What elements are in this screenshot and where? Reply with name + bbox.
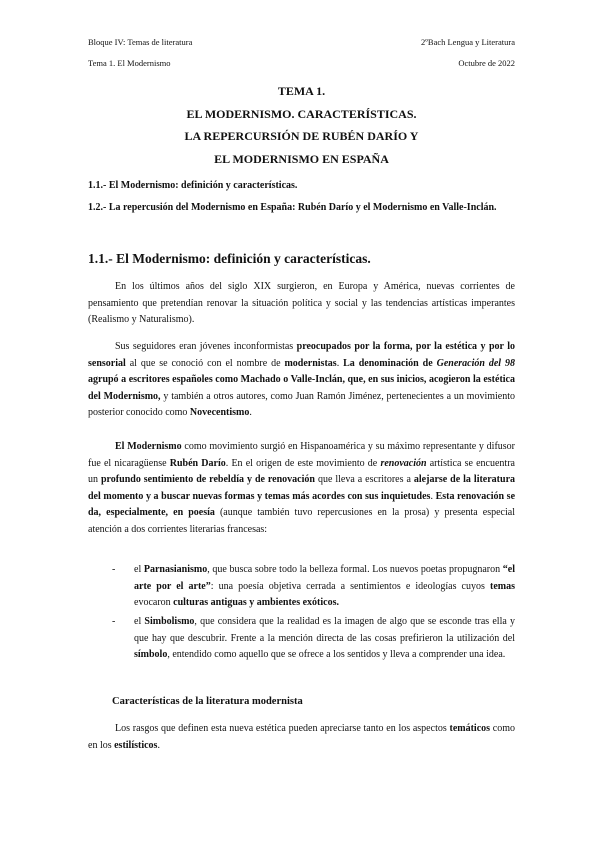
p3-bold: Rubén Darío — [169, 457, 226, 469]
header-left-line1: Bloque IV: Temas de literatura — [88, 37, 193, 47]
p2-bold: La denominación de — [343, 357, 437, 369]
subsection-heading: Características de la literatura modernista — [112, 696, 303, 707]
p2-bold: modernistas — [284, 357, 337, 369]
bullet-dash: - — [112, 616, 116, 627]
bullet2-text: , que considera que la realidad es la imagen de algo que se esconde tras ella y que hay que descubrir. Frente a la mención directa de las cosas prefirieron la utilización del — [134, 616, 515, 644]
bullet1-text: el — [134, 564, 144, 575]
bullet-item-parnasianismo — [112, 562, 515, 612]
p2-text: Sus seguidores eran jóvenes inconformistas — [115, 341, 297, 352]
title-line-1: TEMA 1. — [277, 84, 326, 98]
paragraph-1 — [88, 279, 515, 329]
header-left-line2: Tema 1. El Modernismo — [88, 58, 171, 68]
paragraph-3 — [88, 439, 515, 538]
p3-text: artística se encuentra un — [88, 457, 515, 485]
paragraph-1-text: En los últimos años del siglo XIX surgieron, en Europa y América, nuevas corrientes de pensamiento que pretendían renovar la situación política y social y las tendencias artísticas imperantes (Realismo y Naturalismo). — [88, 281, 515, 325]
p2-bold: agrupó a escritores españoles como Machado o Valle-Inclán, que, en sus inicios, acogieron la estética del Modernismo, — [88, 374, 515, 402]
section-heading: 1.1.- El Modernismo: definición y características. — [88, 251, 371, 266]
title-line-4: EL MODERNISMO EN ESPAÑA — [214, 151, 389, 166]
bullet2-bold: Simbolismo — [144, 616, 195, 627]
bullet2-text: , entendido como aquello que se ofrece a los sentidos y lleva a comprender una idea. — [167, 649, 506, 660]
header-right-line1: 2ºBach Lengua y Literatura — [421, 37, 515, 47]
title-line-3: LA REPERCURSIÓN DE RUBÉN DARÍO Y — [184, 129, 419, 143]
bullet-dash: - — [112, 564, 116, 575]
toc-item-2: 1.2.- La repercusión del Modernismo en España: Rubén Darío y el Modernismo en Valle-Inclán. — [88, 202, 497, 213]
p3-bold: Esta renovación se da, especialmente, en poesía — [88, 490, 516, 518]
bullet1-text: evocaron — [134, 597, 174, 608]
bullet1-bold: temas — [490, 580, 515, 592]
bullet2-bold: símbolo — [134, 649, 168, 660]
bullet1-text: : una poesía objetiva cerrada a sentimientos e ideologías cuyos — [210, 580, 490, 592]
p4-text: como en los — [88, 723, 515, 751]
p2-bold: Novecentismo — [189, 407, 250, 418]
p4-bold: temáticos — [449, 723, 491, 734]
paragraph-2 — [88, 339, 515, 422]
p4-text: Los rasgos que definen esta nueva estética pueden apreciarse tanto en los aspectos — [115, 723, 450, 734]
p2-text: . — [336, 357, 344, 369]
p3-text: . En el origen de este movimiento de — [225, 457, 381, 469]
p4-text: . — [157, 739, 160, 751]
p2-bold-italic: Generación del 98 — [436, 357, 516, 369]
bullet1-bold: “el arte por el arte” — [134, 564, 516, 592]
bullet2-text: el — [134, 616, 145, 627]
p2-text: y también a otros autores, como Juan Ramón Jiménez, pertenecientes a un movimiento posterior conocido como — [88, 390, 515, 418]
p3-bold: profundo sentimiento de rebeldía y de renovación — [100, 474, 315, 485]
p3-text: como movimiento surgió en Hispanoamérica y su máximo representante y difusor fue el nicaragüense — [88, 441, 515, 469]
paragraph-4 — [88, 721, 515, 754]
p3-bold: El Modernismo — [115, 441, 182, 452]
toc-item-1: 1.1.- El Modernismo: definición y características. — [88, 180, 298, 191]
p3-text: (aunque también tuvo repercusiones en la prosa) y presenta especial atención a dos corrientes literarias francesas: — [88, 507, 515, 535]
p2-bold: preocupados por la forma, por la estética y por lo sensorial — [88, 341, 515, 369]
p3-text: . — [430, 490, 436, 502]
bullet1-bold: culturas antiguas y ambientes exóticos. — [173, 597, 339, 608]
bullet-item-simbolismo — [112, 614, 515, 664]
p3-text: que lleva a escritores a — [314, 474, 414, 485]
title-block — [88, 80, 515, 170]
bullet1-text: , que busca sobre todo la belleza formal. Los nuevos poetas propugnaron — [207, 564, 503, 575]
p2-text: . — [249, 407, 252, 418]
p4-bold: estilísticos — [114, 739, 158, 751]
p3-bold: alejarse de la literatura del momento y a buscar nuevas formas y temas más acordes con sus inquietudes — [88, 474, 516, 502]
p3-bold-italic: renovación — [380, 457, 427, 469]
header-right-line2: Octubre de 2022 — [458, 58, 515, 68]
title-line-2: EL MODERNISMO. CARACTERÍSTICAS. — [186, 106, 417, 121]
p2-text: al que se conoció con el nombre de — [125, 357, 285, 369]
bullet1-bold: Parnasianismo — [143, 564, 208, 575]
